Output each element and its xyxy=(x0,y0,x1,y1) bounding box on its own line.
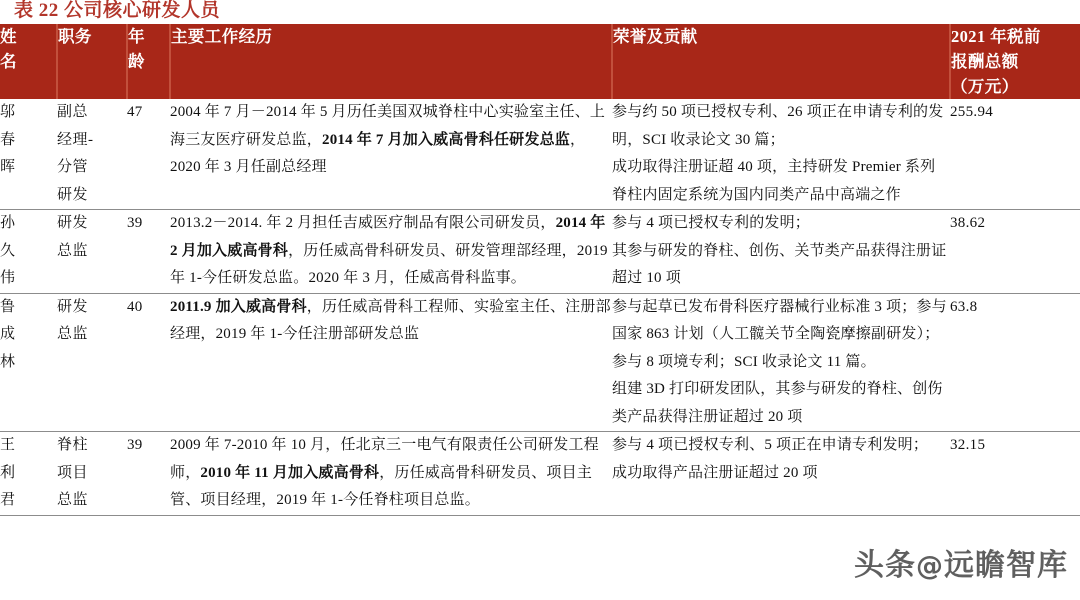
cell-role xyxy=(57,432,127,516)
cell-honors xyxy=(612,99,950,210)
honor-paragraph: 参与约 50 项已授权专利、26 项正在申请专利的发明，SCI 收录论文 30 篇； xyxy=(612,104,944,148)
cell-pay: 255.94 xyxy=(950,104,994,120)
cell-experience xyxy=(170,432,612,516)
cell-name-line: 君 xyxy=(0,492,16,508)
header-cell-pay xyxy=(950,24,1080,99)
table-header xyxy=(0,24,1080,99)
cell-role xyxy=(57,210,127,294)
header-name-line-1: 姓 xyxy=(0,27,17,46)
honor-paragraph: 成功取得注册证超 40 项，主持研发 Premier 系列脊柱内固定系统为国内同类产品中高端之作 xyxy=(612,159,936,203)
header-pay-line-3: （万元） xyxy=(951,77,1019,96)
cell-name xyxy=(0,432,57,516)
experience-segment: 2004 年 7 月－2014 年 5 月历任美国双城脊柱中心实验室主任、上海三友医疗研发总监， xyxy=(170,104,606,148)
watermark-brand: 头条 xyxy=(854,548,916,583)
cell-experience xyxy=(170,293,612,432)
cell-name xyxy=(0,210,57,294)
cell-role-line: 分管 xyxy=(57,159,89,175)
cell-role-line: 经理- xyxy=(57,131,94,148)
header-pay-line-2: 报酬总额 xyxy=(951,52,1019,71)
cell-role xyxy=(57,293,127,432)
table-row xyxy=(0,293,1080,432)
cell-role-line: 项目 xyxy=(57,464,89,481)
honor-paragraph: 其参与研发的脊柱、创伤、关节类产品获得注册证超过 10 项 xyxy=(612,242,947,286)
cell-honors xyxy=(612,432,950,516)
cell-name-line: 林 xyxy=(0,353,16,370)
experience-segment: ，历任威高骨科工程师、实验室主任、注册部经理，2019 年 1-今任注册部研发总监 xyxy=(170,298,611,342)
cell-honors xyxy=(612,293,950,432)
cell-pay: 32.15 xyxy=(950,432,1080,516)
cell-role-line: 总监 xyxy=(57,492,89,508)
cell-honors xyxy=(612,210,950,294)
cell-role-line: 研发 xyxy=(57,215,89,231)
experience-segment: 2011.9 加入威高骨科 xyxy=(170,298,307,315)
experience-paragraph xyxy=(170,99,612,182)
cell-age: 40 xyxy=(127,293,170,432)
watermark-account: 远瞻智库 xyxy=(944,548,1068,583)
cell-age: 47 xyxy=(127,104,143,120)
cell-age: 39 xyxy=(127,432,170,516)
watermark xyxy=(854,540,1068,584)
cell-role-line: 副总 xyxy=(57,104,89,120)
cell-pay: 38.62 xyxy=(950,210,1080,294)
header-age-line-1: 年 xyxy=(128,27,145,46)
honor-paragraph: 参与起草已发布骨科医疗器械行业标准 3 项；参与国家 863 计划（人工髋关节全陶瓷摩擦副研发）；参与 8 项境专利；SCI 收录论文 11 篇。 xyxy=(612,298,947,370)
table-body xyxy=(0,99,1080,515)
header-cell-age xyxy=(127,24,170,99)
cell-name-line: 晖 xyxy=(0,159,16,175)
cell-experience xyxy=(170,99,612,210)
experience-segment: ，历任威高骨科研发员、研发管理部经理，2019 年 1-今任研发总监。2020 年 3 月，任威高骨科监事。 xyxy=(170,242,608,286)
cell-name-line: 久 xyxy=(0,242,16,259)
header-cell-role: 职务 xyxy=(57,24,127,99)
cell-role-line: 研发 xyxy=(57,298,89,315)
cell-name xyxy=(0,293,57,432)
core-rnd-personnel-table xyxy=(0,24,1080,516)
cell-age: 39 xyxy=(127,210,170,294)
cell-name xyxy=(0,99,57,210)
honor-paragraph: 组建 3D 打印研发团队，其参与研发的脊柱、创伤类产品获得注册证超过 20 项 xyxy=(612,381,943,425)
cell-pay: 63.8 xyxy=(950,293,1080,432)
header-pay-line-1: 2021 年税前 xyxy=(951,27,1041,46)
experience-segment: 2010 年 11 月加入威高骨科 xyxy=(200,464,380,481)
cell-name-line: 鲁 xyxy=(0,298,16,315)
cell-name-line: 邬 xyxy=(0,104,16,120)
header-cell-experience: 主要工作经历 xyxy=(170,24,612,99)
cell-name-line: 成 xyxy=(0,326,16,342)
cell-experience xyxy=(170,210,612,294)
cell-role-line: 总监 xyxy=(57,242,89,259)
experience-segment: 2009 年 7-2010 年 10 月，任北京三一电气有限责任公司研发工程师， xyxy=(170,437,599,481)
header-cell-name xyxy=(0,24,57,99)
experience-segment: ，历任威高骨科研发员、项目主管、项目经理，2019 年 1-今任脊柱项目总监。 xyxy=(170,464,593,508)
header-age-line-2: 龄 xyxy=(128,52,145,71)
cell-name-line: 伟 xyxy=(0,270,16,286)
header-row xyxy=(0,24,1080,99)
table-row xyxy=(0,210,1080,294)
table-title: 表 22 公司核心研发人员 xyxy=(14,0,221,21)
watermark-at: @ xyxy=(916,551,944,582)
experience-paragraph xyxy=(170,294,612,349)
honor-paragraph: 参与 4 项已授权专利、5 项正在申请专利发明； xyxy=(612,437,929,453)
experience-segment: ，2020 年 3 月任副总经理 xyxy=(170,131,586,175)
cell-name-line: 利 xyxy=(0,464,16,481)
cell-name-line: 春 xyxy=(0,131,16,148)
experience-segment: 2013.2－2014. 年 2 月担任吉威医疗制品有限公司研发员， xyxy=(170,215,556,231)
header-name-line-2: 名 xyxy=(0,52,17,71)
cell-role-line: 研发 xyxy=(57,186,89,203)
experience-segment: 2014 年 7 月加入威高骨科任研发总监 xyxy=(322,131,570,148)
cell-name-line: 孙 xyxy=(0,215,16,231)
table-row xyxy=(0,99,1080,210)
experience-paragraph xyxy=(170,432,612,515)
honor-paragraph: 参与 4 项已授权专利的发明； xyxy=(612,215,811,231)
table-row xyxy=(0,432,1080,516)
experience-segment: 2014 年 2 月加入威高骨科 xyxy=(170,215,606,259)
experience-paragraph xyxy=(170,210,612,293)
cell-role-line: 脊柱 xyxy=(57,437,89,453)
honor-paragraph: 成功取得产品注册证超过 20 项 xyxy=(612,464,818,481)
header-cell-honors: 荣誉及贡献 xyxy=(612,24,950,99)
cell-name-line: 王 xyxy=(0,437,16,453)
cell-role xyxy=(57,99,127,210)
cell-role-line: 总监 xyxy=(57,326,89,342)
